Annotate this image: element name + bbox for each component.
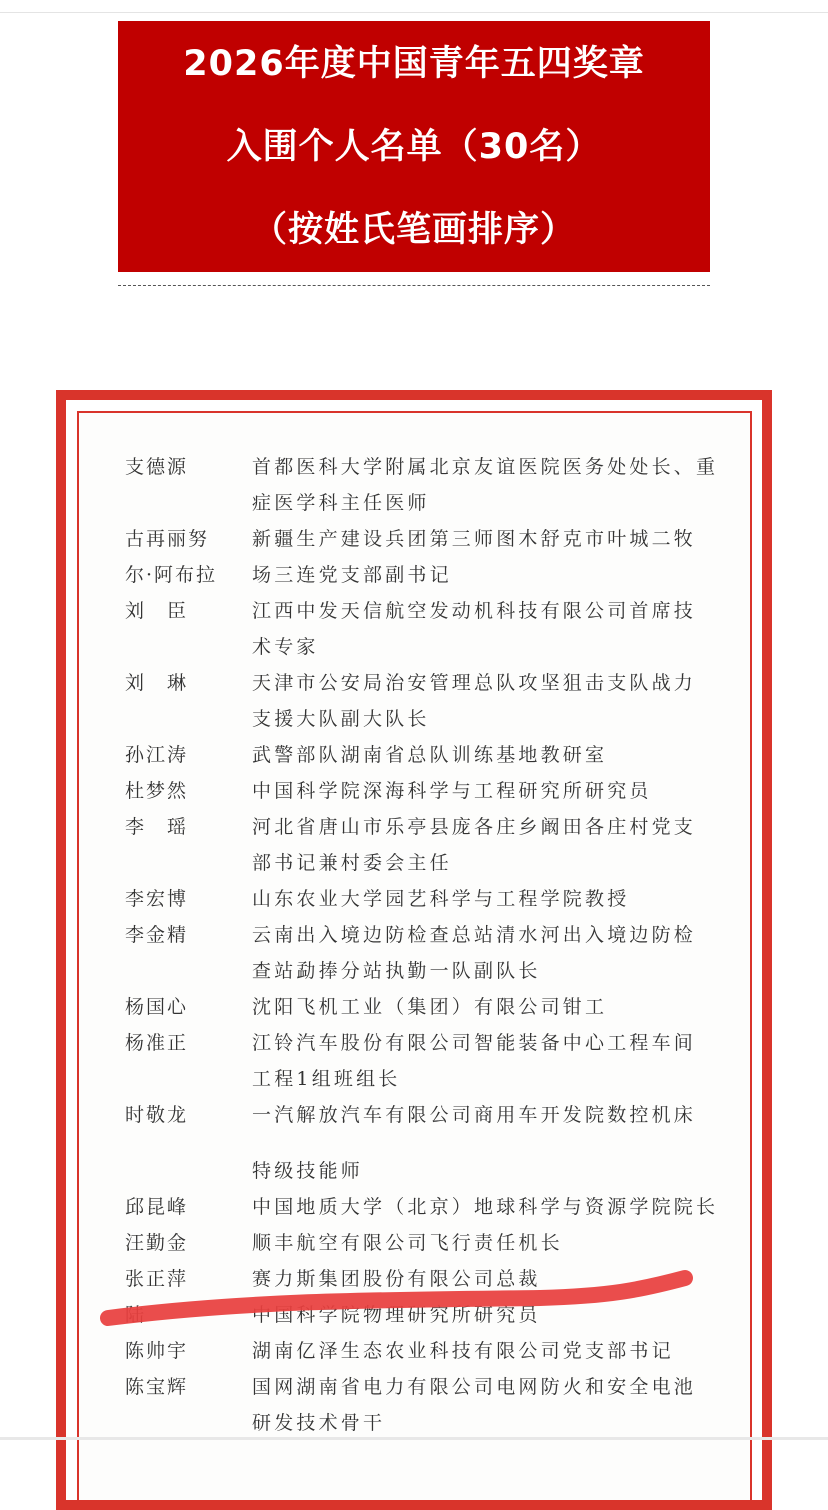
list-item xyxy=(125,881,715,917)
list-item xyxy=(125,809,715,881)
title-line-1: 2026年度中国青年五四奖章 xyxy=(183,44,645,84)
nominee-name: 李金精 xyxy=(125,924,189,946)
nominee-affiliation xyxy=(252,917,715,989)
affiliation-line: 武警部队湖南省总队训练基地教研室 xyxy=(252,744,608,766)
title-line-3: （按姓氏笔画排序） xyxy=(251,210,576,250)
nominee-name: 李 瑶 xyxy=(125,816,189,838)
affiliation-line: 沈阳飞机工业（集团）有限公司钳工 xyxy=(252,996,608,1018)
nominee-list xyxy=(125,449,719,1441)
nominee-affiliation xyxy=(252,593,715,665)
nominee-name: 陈帅宇 xyxy=(125,1340,189,1362)
nominee-name: 古再丽努 尔·阿布拉 xyxy=(125,528,218,586)
affiliation-line: 查站勐捧分站执勤一队副队长 xyxy=(252,960,541,982)
list-item xyxy=(125,449,719,521)
list-item xyxy=(125,1369,715,1441)
nominee-affiliation xyxy=(252,1097,715,1189)
list-item xyxy=(125,737,715,773)
dashed-divider xyxy=(118,285,710,286)
affiliation-line: 国网湖南省电力有限公司电网防火和安全电池 xyxy=(252,1376,697,1398)
affiliation-line: 江铃汽车股份有限公司智能装备中心工程车间 xyxy=(252,1032,697,1054)
nominee-affiliation xyxy=(252,1189,718,1225)
list-item xyxy=(125,1297,715,1333)
affiliation-line: 江西中发天信航空发动机科技有限公司首席技 xyxy=(252,600,697,622)
nominee-affiliation xyxy=(252,665,715,737)
nominee-name: 孙江涛 xyxy=(125,744,189,766)
nominee-affiliation xyxy=(252,449,718,521)
affiliation-line: 赛力斯集团股份有限公司总裁 xyxy=(252,1268,541,1290)
affiliation-line: 中国地质大学（北京）地球科学与资源学院院长 xyxy=(252,1196,719,1218)
nominee-name: 时敬龙 xyxy=(125,1104,189,1126)
nominee-name: 支德源 xyxy=(125,456,189,478)
affiliation-line: 场三连党支部副书记 xyxy=(252,564,452,586)
affiliation-line: 中国科学院深海科学与工程研究所研究员 xyxy=(252,780,652,802)
affiliation-line: 术专家 xyxy=(252,636,319,658)
nominee-affiliation xyxy=(252,989,715,1025)
nominee-affiliation xyxy=(252,881,715,917)
nominee-affiliation xyxy=(252,773,715,809)
affiliation-line: 顺丰航空有限公司飞行责任机长 xyxy=(252,1232,563,1254)
top-divider xyxy=(0,12,828,13)
list-item xyxy=(125,1261,715,1297)
affiliation-line: 一汽解放汽车有限公司商用车开发院数控机床 xyxy=(252,1104,697,1126)
nominee-name: 陆 xyxy=(125,1304,147,1326)
nominee-name: 李宏博 xyxy=(125,888,189,910)
nominee-name: 杨准正 xyxy=(125,1032,189,1054)
list-item xyxy=(125,1333,715,1369)
nominee-name: 汪勤金 xyxy=(125,1232,189,1254)
affiliation-line: 特级技能师 xyxy=(252,1160,364,1182)
affiliation-line: 研发技术骨干 xyxy=(252,1412,386,1434)
affiliation-line: 湖南亿泽生态农业科技有限公司党支部书记 xyxy=(252,1340,674,1362)
nominee-name: 刘 臣 xyxy=(125,600,189,622)
nominee-affiliation xyxy=(252,737,715,773)
affiliation-line: 支援大队副大队长 xyxy=(252,708,430,730)
list-item xyxy=(125,917,715,989)
affiliation-line: 工程1组班组长 xyxy=(252,1068,401,1090)
title-banner xyxy=(118,21,710,272)
nominee-affiliation xyxy=(252,809,715,881)
nominee-affiliation xyxy=(252,1297,715,1333)
list-item xyxy=(125,521,715,593)
affiliation-line: 山东农业大学园艺科学与工程学院教授 xyxy=(252,888,630,910)
affiliation-line: 症医学科主任医师 xyxy=(252,492,430,514)
list-item xyxy=(125,593,715,665)
nominee-affiliation xyxy=(252,1025,715,1097)
affiliation-line: 天津市公安局治安管理总队攻坚狙击支队战力 xyxy=(252,672,697,694)
affiliation-line: 新疆生产建设兵团第三师图木舒克市叶城二牧 xyxy=(252,528,697,550)
nominee-name: 张正萍 xyxy=(125,1268,189,1290)
nominee-affiliation xyxy=(252,1369,715,1441)
list-item xyxy=(125,1097,715,1189)
nominee-affiliation xyxy=(252,1333,715,1369)
list-item xyxy=(125,1225,715,1261)
list-item xyxy=(125,773,715,809)
title-line-2: 入围个人名单（30名） xyxy=(226,127,602,167)
list-item xyxy=(125,1025,715,1097)
affiliation-line: 中国科学院物理研究所研究员 xyxy=(252,1304,541,1326)
nominee-name: 杨国心 xyxy=(125,996,189,1018)
nominee-affiliation xyxy=(252,1261,715,1297)
affiliation-line: 河北省唐山市乐亭县庞各庄乡阚田各庄村党支 xyxy=(252,816,697,838)
list-item xyxy=(125,989,715,1025)
nominee-affiliation xyxy=(252,521,715,593)
list-item xyxy=(125,665,715,737)
line-gap xyxy=(252,1133,715,1153)
nominee-affiliation xyxy=(252,1225,715,1261)
nominee-name: 杜梦然 xyxy=(125,780,189,802)
affiliation-line: 云南出入境边防检查总站清水河出入境边防检 xyxy=(252,924,697,946)
nominee-name: 刘 琳 xyxy=(125,672,189,694)
nominee-name: 陈宝辉 xyxy=(125,1376,189,1398)
affiliation-line: 首都医科大学附属北京友谊医院医务处处长、重 xyxy=(252,456,719,478)
affiliation-line: 部书记兼村委会主任 xyxy=(252,852,452,874)
nominee-name: 邱昆峰 xyxy=(125,1196,189,1218)
list-item xyxy=(125,1189,719,1225)
